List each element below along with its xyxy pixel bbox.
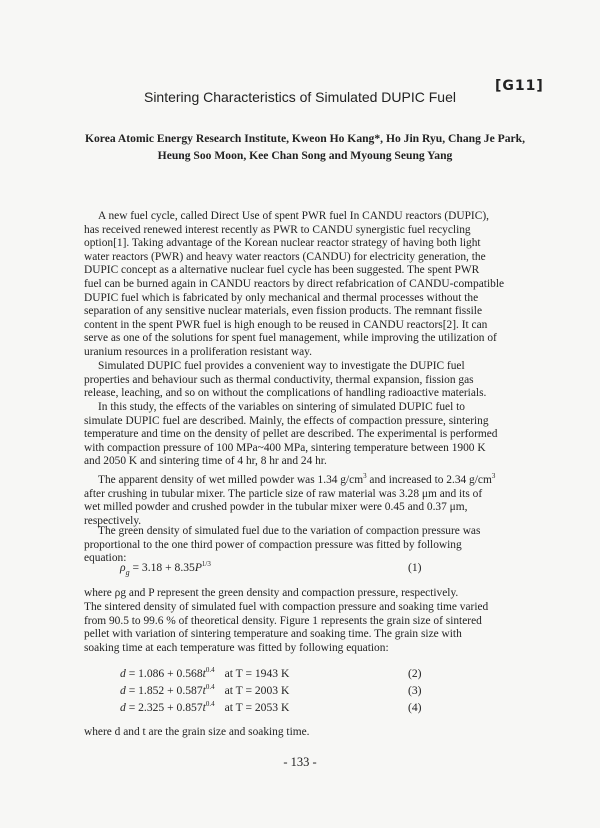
paragraph-6 (84, 587, 520, 601)
paragraph-2 (84, 360, 520, 401)
text-line: The sintered density of simulated fuel with compaction pressure and soaking time varied (84, 601, 489, 613)
text-line: temperature and time on the density of pellet are described. The experimental is performed (84, 428, 498, 441)
equation-number-1: (1) (408, 561, 422, 574)
text-line: wet milled powder and crushed powder in the tubular mixer were 0.45 and 0.37 μm, (84, 501, 468, 514)
text-line: after crushing in tubular mixer. The particle size of raw material was 3.28 μm and its of (84, 487, 483, 500)
equation-2: $d = 1.086 + 0.568t^{0.4}$ at T = 1943 K (120, 666, 290, 680)
equation-number-4: (4) (408, 701, 422, 714)
paragraph-1 (84, 210, 520, 360)
text-line: fuel can be burned again in CANDU reactors by direct refabrication of CANDU-compatible (84, 277, 505, 290)
text-line: where ρg and P represent the green density and compaction pressure, respectively. (84, 587, 459, 599)
equation-1: $\rho_g = 3.18 + 8.35P^{1/3}$ (120, 560, 211, 578)
text-line: water reactors (PWR) and heavy water reactors (CANDU) for electricity generation, the (84, 250, 486, 263)
text-line: option[1]. Taking advantage of the Korean nuclear reactor strategy of having both light (84, 237, 481, 250)
text-line: serve as one of the solutions for spent fuel management, while improving the utilization of (84, 332, 497, 345)
text-line: Simulated DUPIC fuel provides a convenient way to investigate the DUPIC fuel (98, 360, 465, 372)
text-line: DUPIC fuel which is fabricated by only mechanical and thermal processes without the (84, 291, 479, 304)
authors-line-2: Heung Soo Moon, Kee Chan Song and Myoung Seung Yang (157, 149, 453, 162)
text-line: and 2050 K and sintering time of 4 hr, 8 hr and 24 hr. (84, 455, 327, 468)
text-line: uranium resources in a proliferation resistant way. (84, 345, 312, 358)
paragraph-7 (84, 601, 520, 655)
author-block (80, 130, 530, 164)
text-line: where d and t are the grain size and soaking time. (84, 726, 310, 738)
text-line: DUPIC concept as a alternative nuclear fuel cycle has been suggested. The spent PWR (84, 264, 480, 277)
text-line: proportional to the one third power of compaction pressure was fitted by following (84, 538, 462, 551)
text-line: release, leaching, and so on without the complications of handling radioactive materials. (84, 387, 487, 400)
text-line: soaking time at each temperature was fitted by following equation: (84, 641, 389, 654)
text-line: equation: (84, 552, 127, 565)
section-code: [G11] (495, 78, 544, 94)
text-line: with compaction pressure of 100 MPa~400 MPa, sintering temperature between 1900 K (84, 441, 486, 454)
text-line: A new fuel cycle, called Direct Use of spent PWR fuel In CANDU reactors (DUPIC), (98, 210, 489, 222)
authors-line-1: Korea Atomic Energy Research Institute, Kweon Ho Kang*, Ho Jin Ryu, Chang Je Park, (84, 132, 526, 145)
text-line: has received renewed interest recently as PWR to CANDU synergistic fuel recycling (84, 223, 471, 236)
equation-number-2: (2) (408, 667, 422, 680)
text-line: The apparent density of wet milled powder was 1.34 $g/cm^3$ and increased to 2.34 $g/cm^3$ (98, 472, 496, 486)
text-line: separation of any sensitive nuclear materials, even fission products. The remnant fissile (84, 305, 483, 318)
paper-title: Sintering Characteristics of Simulated DUPIC Fuel (143, 89, 456, 105)
text-line: In this study, the effects of the variables on sintering of simulated DUPIC fuel to (98, 401, 465, 413)
page-number: - 133 - (283, 755, 317, 769)
text-line: simulate DUPIC fuel are described. Mainly, the effects of compaction pressure, sintering (84, 414, 489, 427)
text-line: The green density of simulated fuel due to the variation of compaction pressure was (98, 525, 481, 537)
equation-number-3: (3) (408, 684, 422, 697)
text-line: content in the spent PWR fuel is high enough to be reused in CANDU reactors[2]. It can (84, 318, 488, 331)
text-line: from 90.5 to 99.6 % of theoretical density. Figure 1 represents the grain size of sintered (84, 614, 482, 627)
paragraph-3 (84, 401, 520, 469)
paragraph-4 (84, 470, 520, 528)
equation-4: $d = 2.325 + 0.857t^{0.4}$ at T = 2053 K (120, 700, 290, 714)
text-line: pellet with variation of sintering temperature and soaking time. The grain size with (84, 628, 462, 641)
equation-3: $d = 1.852 + 0.587t^{0.4}$ at T = 2003 K (120, 683, 290, 697)
text-line: properties and behaviour such as thermal conductivity, thermal expansion, fission gas (84, 373, 474, 386)
paragraph-8 (84, 726, 520, 740)
text-line: respectively. (84, 514, 142, 527)
